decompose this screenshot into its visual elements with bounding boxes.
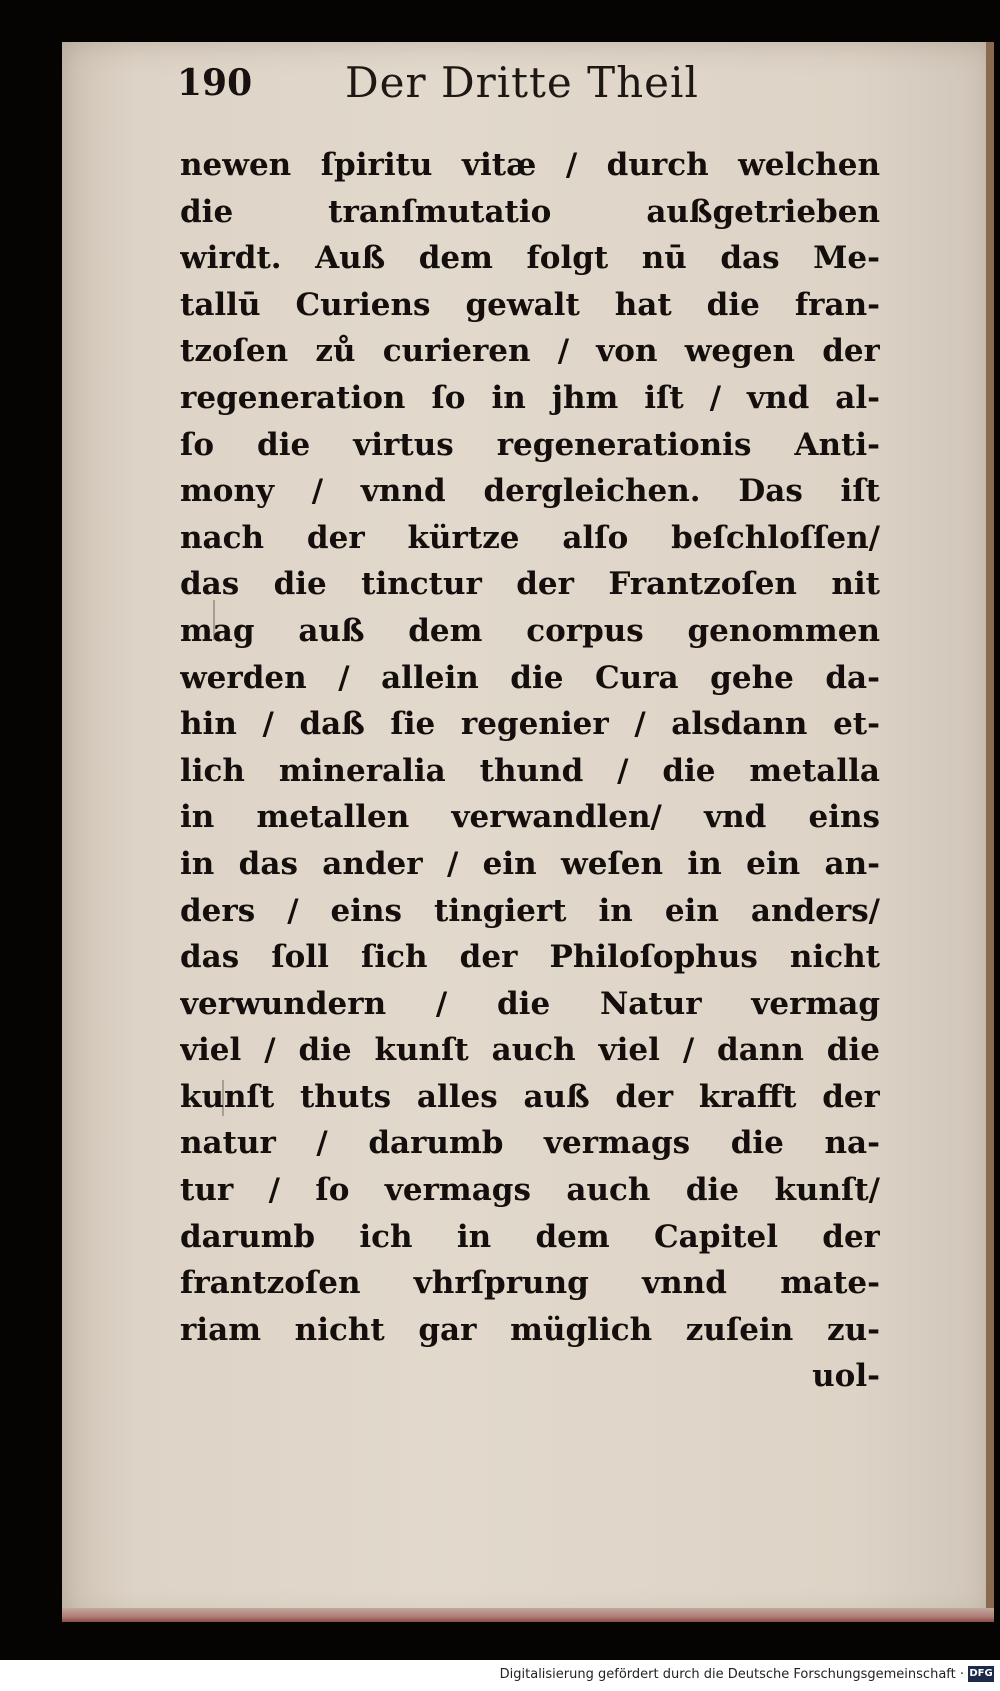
text-line: darumb ich in dem Capitel der xyxy=(180,1218,880,1255)
footer-bar xyxy=(0,1660,1000,1691)
text-line: tur / ſo vermags auch die kunſt/ xyxy=(180,1172,880,1209)
text-line: kunſt thuts alles auß der krafft der xyxy=(180,1078,880,1115)
text-line: riam nicht gar müglich zuſein zu- xyxy=(180,1311,880,1348)
text-line: mag auß dem corpus genommen xyxy=(180,612,880,649)
page-number: 190 xyxy=(177,62,253,104)
text-line: ders / eins tingiert in ein anders/ xyxy=(180,892,880,929)
text-line: newen ſpiritu vitæ / durch welchen xyxy=(180,147,880,183)
page-header xyxy=(177,50,877,130)
text-line: nach der kürtze alſo beſchloſſen/ xyxy=(180,519,880,556)
page-edge-bottom xyxy=(62,1608,994,1622)
body-text xyxy=(180,142,880,1400)
text-line: werden / allein die Cura gehe da- xyxy=(180,659,880,696)
text-line: hin / daß ſie regenier / alsdann et- xyxy=(180,706,880,743)
digitization-credit: Digitalisierung gefördert durch die Deutsche Forschungsgemeinschaft · xyxy=(499,1667,964,1682)
text-line: ſo die virtus regenerationis Anti- xyxy=(180,426,880,463)
text-line: regeneration ſo in jhm iſt / vnd al- xyxy=(180,379,880,416)
text-line: natur / darumb vermags die na- xyxy=(180,1125,880,1162)
text-line: verwundern / die Natur vermag xyxy=(180,985,880,1022)
text-line: frantzoſen vhrſprung vnnd mate- xyxy=(180,1265,880,1302)
catchword: uol- xyxy=(812,1358,880,1395)
text-line: lich mineralia thund / die metalla xyxy=(180,752,880,789)
text-line: tzoſen zů curieren / von wegen der xyxy=(180,333,880,370)
text-line: in metallen verwandlen/ vnd eins xyxy=(180,799,880,836)
page-edge-right xyxy=(986,42,994,1622)
text-line: mony / vnnd dergleichen. Das iſt xyxy=(180,473,880,510)
text-line: das ſoll ſich der Philoſophus nicht xyxy=(180,939,880,976)
running-head: Der Dritte Theil xyxy=(345,58,699,107)
text-line: tallū Curiens gewalt hat die fran- xyxy=(180,286,880,323)
dfg-logo-icon: DFG xyxy=(968,1666,994,1682)
text-line: wirdt. Auß dem folgt nū das Me- xyxy=(180,240,880,277)
text-line: in das ander / ein weſen in ein an- xyxy=(180,845,880,882)
text-line: die tranſmutatio außgetrieben xyxy=(180,193,880,230)
text-line: das die tinctur der Frantzoſen nit xyxy=(180,566,880,603)
text-line: viel / die kunſt auch viel / dann die xyxy=(180,1032,880,1069)
